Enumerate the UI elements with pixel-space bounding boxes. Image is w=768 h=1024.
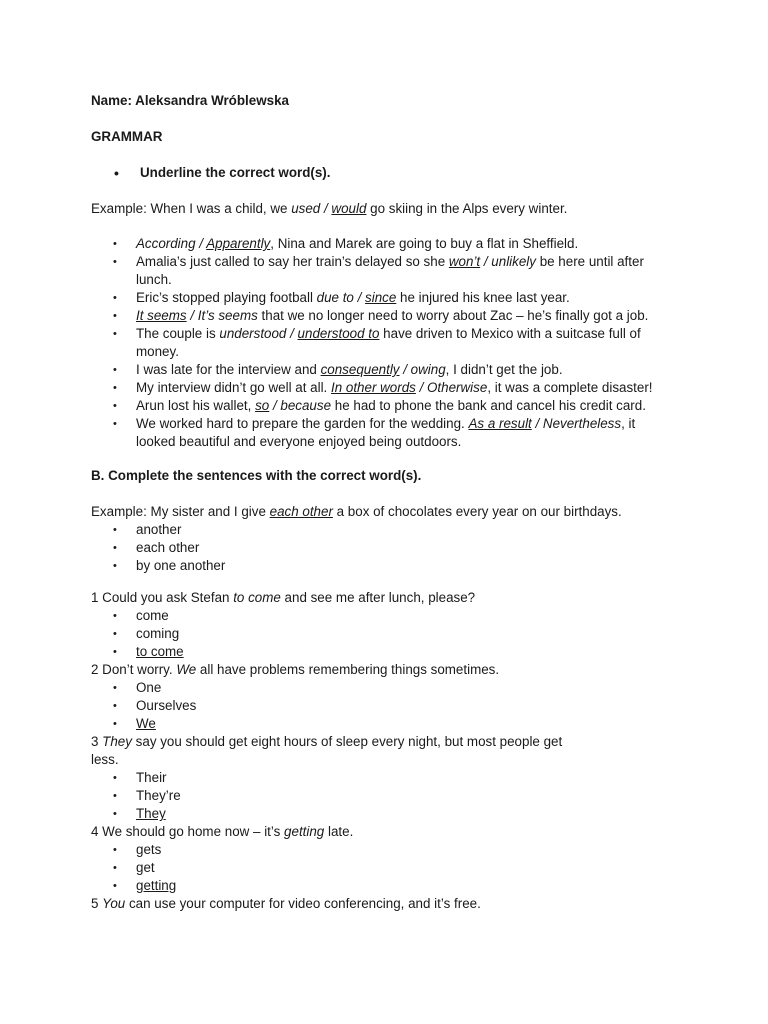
option-item: They’re	[136, 788, 181, 803]
list-item: It seems / It’s seems that we no longer need to worry about Zac – he’s finally got a job.	[136, 308, 649, 323]
question-text: 3 They say you should get eight hours of sleep every night, but most people get	[91, 734, 563, 749]
bullet-icon: •	[113, 382, 117, 394]
question-text: 5 You can use your computer for video conferencing, and it’s free.	[91, 896, 481, 911]
option-item: We	[136, 716, 156, 731]
bullet-icon: •	[113, 256, 117, 268]
list-item: We worked hard to prepare the garden for the wedding. As a result / Nevertheless, it	[136, 416, 636, 431]
bullet-icon: •	[113, 238, 117, 250]
option-item: getting	[136, 878, 177, 893]
option-item: One	[136, 680, 162, 695]
question-text: 4 We should go home now – it’s getting late.	[91, 824, 354, 839]
list-item: looked beautiful and everyone enjoyed being outdoors.	[136, 434, 462, 449]
bullet-icon: •	[113, 542, 117, 554]
bullet-icon: •	[113, 772, 117, 784]
list-item: money.	[136, 344, 179, 359]
section-a-title: GRAMMAR	[91, 129, 163, 144]
bullet-icon: •	[113, 310, 117, 322]
section-a-example: Example: When I was a child, we used / would go skiing in the Alps every winter.	[91, 201, 568, 216]
list-item: Arun lost his wallet, so / because he had to phone the bank and cancel his credit card.	[136, 398, 646, 413]
bullet-icon: •	[113, 682, 117, 694]
question-text: less.	[91, 752, 119, 767]
bullet-icon: •	[113, 610, 117, 622]
option-item: by one another	[136, 558, 226, 573]
list-item: The couple is understood / understood to have driven to Mexico with a suitcase full of	[136, 326, 641, 341]
bullet-icon: •	[113, 560, 117, 572]
list-item: I was late for the interview and consequently / owing, I didn’t get the job.	[136, 362, 563, 377]
instruction: Underline the correct word(s).	[140, 165, 331, 180]
option-item: gets	[136, 842, 162, 857]
option-item: get	[136, 860, 155, 875]
option-item: another	[136, 522, 182, 537]
bullet-icon: •	[113, 880, 117, 892]
option-item: come	[136, 608, 169, 623]
question-text: 1 Could you ask Stefan to come and see me after lunch, please?	[91, 590, 476, 605]
option-item: Their	[136, 770, 167, 785]
bullet-icon: •	[113, 328, 117, 340]
bullet-icon: •	[113, 628, 117, 640]
bullet-icon: •	[113, 524, 117, 536]
option-item: Ourselves	[136, 698, 197, 713]
list-item: Amalia’s just called to say her train’s delayed so she won’t / unlikely be here until after	[136, 254, 644, 269]
bullet-icon: •	[113, 292, 117, 304]
option-item: They	[136, 806, 166, 821]
option-item: coming	[136, 626, 180, 641]
bullet-icon: •	[113, 400, 117, 412]
option-item: each other	[136, 540, 200, 555]
list-item: Eric’s stopped playing football due to / since he injured his knee last year.	[136, 290, 570, 305]
bullet-icon: •	[113, 844, 117, 856]
bullet-icon: •	[113, 700, 117, 712]
bullet-icon: •	[114, 165, 119, 181]
bullet-icon: •	[113, 364, 117, 376]
section-b-example: Example: My sister and I give each other a box of chocolates every year on our birthdays.	[91, 504, 622, 519]
question-text: 2 Don’t worry. We all have problems remembering things sometimes.	[91, 662, 500, 677]
section-b-title: B. Complete the sentences with the correct word(s).	[91, 468, 422, 483]
option-item: to come	[136, 644, 184, 659]
list-item: According / Apparently, Nina and Marek are going to buy a flat in Sheffield.	[136, 236, 579, 251]
list-item: lunch.	[136, 272, 172, 287]
bullet-icon: •	[113, 646, 117, 658]
bullet-icon: •	[113, 418, 117, 430]
bullet-icon: •	[113, 790, 117, 802]
bullet-icon: •	[113, 862, 117, 874]
student-name: Name: Aleksandra Wróblewska	[91, 93, 289, 108]
list-item: My interview didn’t go well at all. In other words / Otherwise, it was a complete disaster!	[136, 380, 653, 395]
bullet-icon: •	[113, 808, 117, 820]
bullet-icon: •	[113, 718, 117, 730]
